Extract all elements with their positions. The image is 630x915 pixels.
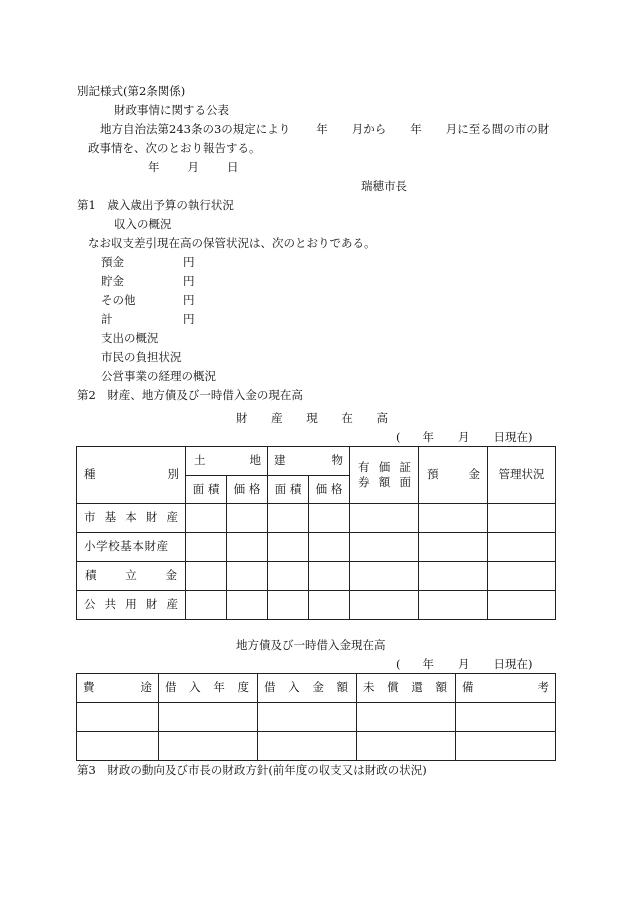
deposit-label: 預金: [101, 255, 124, 269]
cell-land-price[interactable]: [227, 591, 268, 620]
cell-borrow-amount[interactable]: [258, 732, 357, 761]
header-land: 土 地: [186, 447, 268, 476]
building-price-header: 価 格: [309, 476, 350, 504]
date-day: 日: [227, 160, 239, 174]
deposit-unit: 円: [183, 255, 195, 269]
cell-land-price[interactable]: [227, 533, 268, 562]
intro-line-1: [100, 124, 549, 136]
header-securities: 有 価 証 券 額 面: [350, 447, 419, 504]
table-row: [77, 562, 556, 591]
cell-deposit[interactable]: [419, 591, 488, 620]
row-label-school-property: 小学校基本財産: [77, 533, 186, 562]
other-label: その他: [101, 293, 136, 307]
property-table: [76, 446, 556, 620]
row-label-public-property: 公 共 用 財 産: [77, 591, 186, 620]
public-enterprise: 公営事業の経理の概況: [101, 369, 216, 383]
debt-title: 地方債及び一時借入金現在高: [236, 638, 386, 652]
cell-unpaid[interactable]: [357, 703, 456, 732]
balance-note: なお収支差引現在高の保管状況は、次のとおりである。: [88, 236, 376, 250]
cell-land-area[interactable]: [186, 591, 227, 620]
intro-line-2: 政事情を、次のとおり報告する。: [88, 141, 261, 155]
report-date: [148, 162, 239, 174]
header-building: 建 物: [268, 447, 350, 476]
cell-borrow-year[interactable]: [159, 732, 258, 761]
cell-building-area[interactable]: [268, 504, 309, 533]
header-remarks: 備 考: [456, 674, 556, 703]
header-purpose: 費 途: [77, 674, 159, 703]
table-row: [77, 533, 556, 562]
table-row: [77, 504, 556, 533]
cell-purpose[interactable]: [77, 732, 159, 761]
expense-overview: 支出の概況: [101, 331, 159, 345]
cell-land-area[interactable]: [186, 533, 227, 562]
cell-land-area[interactable]: [186, 562, 227, 591]
signer: 瑞穂市長: [361, 179, 407, 193]
cell-borrow-year[interactable]: [159, 703, 258, 732]
date-month: 月: [187, 160, 199, 174]
header-management: 管理状況: [488, 447, 556, 504]
header-deposit: 預 金: [419, 447, 488, 504]
total-unit: 円: [183, 312, 195, 326]
intro-text: 地方自治法第243条の3の規定により: [100, 122, 291, 136]
header-borrow-amount: 借 入 金 額: [258, 674, 357, 703]
cell-borrow-amount[interactable]: [258, 703, 357, 732]
debt-as-of-date: ( 年 月 日現在): [396, 657, 533, 671]
cell-building-price[interactable]: [309, 591, 350, 620]
row-label-basic-property: 市 基 本 財 産: [77, 504, 186, 533]
intro-month-to: 月に至る間の市の財: [445, 122, 550, 136]
savings-label: 貯金: [101, 274, 124, 288]
cell-securities[interactable]: [350, 504, 419, 533]
cell-purpose[interactable]: [77, 703, 159, 732]
cell-land-area[interactable]: [186, 504, 227, 533]
cell-unpaid[interactable]: [357, 732, 456, 761]
table-row: [77, 732, 556, 761]
cell-management[interactable]: [488, 591, 556, 620]
header-unpaid: 未 償 還 額: [357, 674, 456, 703]
cell-building-area[interactable]: [268, 562, 309, 591]
cell-deposit[interactable]: [419, 504, 488, 533]
header-kind: 種 別: [77, 447, 186, 504]
cell-securities[interactable]: [350, 533, 419, 562]
intro-year: 年: [316, 122, 328, 136]
cell-securities[interactable]: [350, 562, 419, 591]
date-year: 年: [148, 160, 160, 174]
section-3-heading: 第3 財政の動向及び市長の財政方針(前年度の収支又は財政の状況): [77, 763, 427, 777]
cell-deposit[interactable]: [419, 562, 488, 591]
cell-remarks[interactable]: [456, 703, 556, 732]
total-label: 計: [101, 312, 113, 326]
cell-management[interactable]: [488, 533, 556, 562]
document-title: 財政事情に関する公表: [114, 103, 229, 117]
intro-year-2: 年: [410, 122, 422, 136]
property-title: 財 産 現 在 高: [236, 411, 388, 425]
cell-management[interactable]: [488, 504, 556, 533]
cell-land-price[interactable]: [227, 562, 268, 591]
citizen-burden: 市民の負担状況: [101, 350, 182, 364]
cell-building-price[interactable]: [309, 562, 350, 591]
cell-building-area[interactable]: [268, 533, 309, 562]
header-borrow-year: 借 入 年 度: [159, 674, 258, 703]
table-row: [77, 703, 556, 732]
form-label: 別記様式(第2条関係): [77, 84, 186, 98]
row-label-reserve-fund: 積 立 金: [77, 562, 186, 591]
cell-building-price[interactable]: [309, 533, 350, 562]
debt-table: [76, 673, 556, 761]
building-area-header: 面 積: [268, 476, 309, 504]
cell-deposit[interactable]: [419, 533, 488, 562]
property-as-of-date: ( 年 月 日現在): [396, 430, 533, 444]
section-1-heading: 第1 歳入歳出予算の執行状況: [77, 198, 234, 212]
cell-land-price[interactable]: [227, 504, 268, 533]
cell-building-price[interactable]: [309, 504, 350, 533]
revenue-overview: 収入の概況: [114, 217, 172, 231]
cell-remarks[interactable]: [456, 732, 556, 761]
cell-securities[interactable]: [350, 591, 419, 620]
other-unit: 円: [183, 293, 195, 307]
table-row: [77, 591, 556, 620]
land-price-header: 価 格: [227, 476, 268, 504]
intro-month-from: 月から: [351, 122, 387, 136]
section-2-heading: 第2 財産、地方債及び一時借入金の現在高: [77, 388, 303, 402]
cell-building-area[interactable]: [268, 591, 309, 620]
land-area-header: 面 積: [186, 476, 227, 504]
savings-unit: 円: [183, 274, 195, 288]
cell-management[interactable]: [488, 562, 556, 591]
